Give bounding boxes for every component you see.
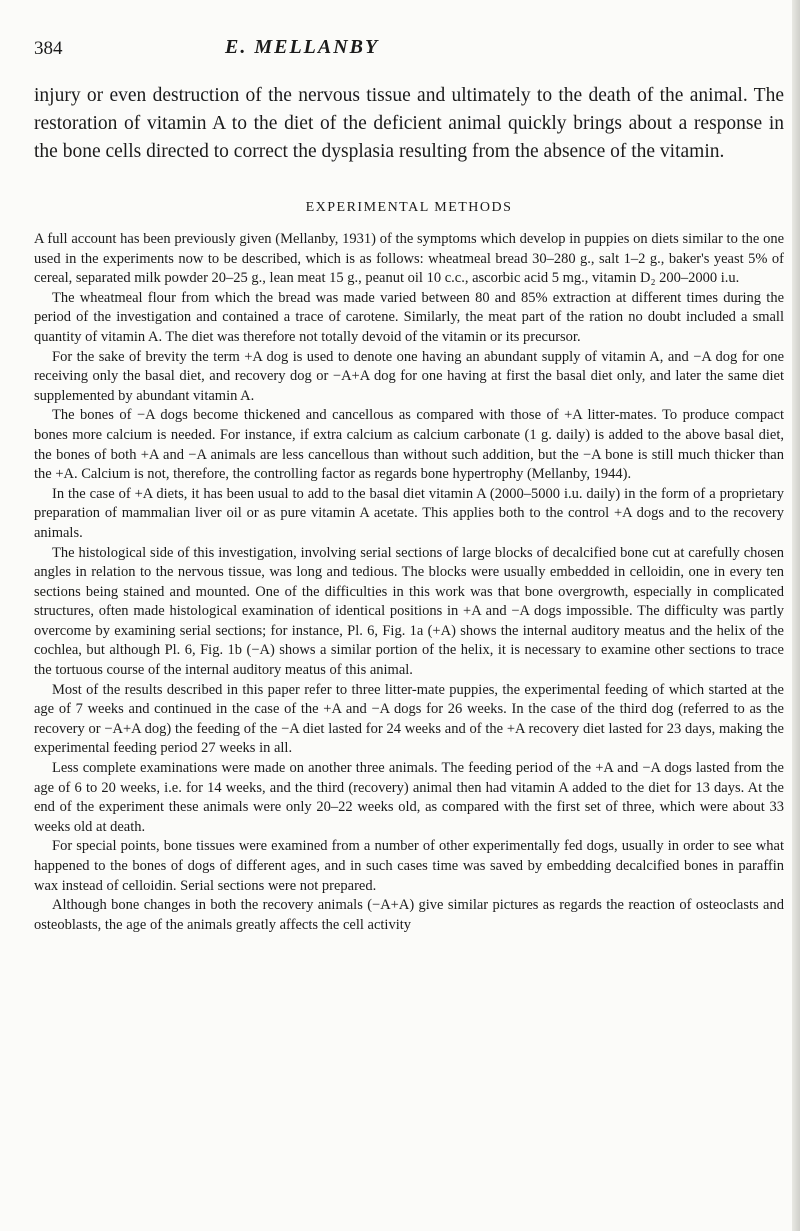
paragraph: In the case of +A diets, it has been usual to add to the basal diet vitamin A (2000–5000 i.u. daily) in the form of a proprietary preparation of mammalian liver oil or as pure vitamin A acetate. This applies both to the control +A dogs and to the recovery animals. bbox=[34, 485, 784, 541]
intro-paragraph: injury or even destruction of the nervous tissue and ultimately to the death of the animal. The restoration of vitamin A to the diet of the deficient animal quickly brings about a response in the bone cells directed to correct the dysplasia resulting from the absence of the vitamin. bbox=[34, 85, 784, 162]
section-title: EXPERIMENTAL METHODS bbox=[305, 200, 513, 215]
running-head: E. MELLANBY bbox=[225, 36, 380, 58]
paragraph: For the sake of brevity the term +A dog is used to denote one having an abundant supply of vitamin A, and −A dog for one receiving only the basal diet, and recovery dog or −A+A dog for one having at first the basal diet only, and later the same diet supplemented by abundant vitamin A. bbox=[34, 348, 784, 404]
paragraph: The histological side of this investigation, involving serial sections of large blocks of decalcified bone cut at carefully chosen angles in relation to the nervous tissue, was long and tedious. The blocks were usually embedded in celloidin, one in every ten sections being stained and mounted. One of the difficulties in this work was that bone overgrowth, especially in complicated structures, often made histological examination of identical positions in +A and −A dogs impossible. The difficulty was partly overcome by examining serial sections; for instance, Pl. 6, Fig. 1a (+A) shows the internal auditory meatus and the helix of the cochlea, but although Pl. 6, Fig. 1b (−A) shows a similar portion of the helix, it is necessary to examine other sections to trace the tortuous course of the internal auditory meatus of this animal. bbox=[34, 544, 784, 679]
paragraph: For special points, bone tissues were examined from a number of other experimentally fed dogs, usually in order to see what happened to the bones of dogs of different ages, and in such cases time was saved by embedding decalcified bones in paraffin wax instead of celloidin. Serial sections were not prepared. bbox=[34, 838, 784, 894]
page-header bbox=[34, 36, 784, 64]
paragraph: The bones of −A dogs become thickened and cancellous as compared with those of +A litter-mates. To produce compact bones more calcium is needed. For instance, if extra calcium as calcium carbonate (1 g. daily) is added to the above basal diet, the bones of both +A and −A animals are less cancellous than without such addition, but the −A bone is still much thicker than the +A. Calcium is not, therefore, the controlling factor as regards bone hypertrophy (Mellanby, 1944). bbox=[34, 407, 784, 483]
paragraph: A full account has been previously given (Mellanby, 1931) of the symptoms which develop in puppies on diets similar to the one used in the experiments now to be described, which is as follows: wheatmeal bread 30–280 g., salt 1–2 g., baker's yeast 5% of cereal, separated milk powder 20–25 g., lean meat 15 g., peanut oil 10 c.c., ascorbic acid 5 mg., vitamin D₂ 200–2000 i.u. bbox=[34, 231, 784, 287]
paragraph: The wheatmeal flour from which the bread was made varied between 80 and 85% extraction at different times during the period of the investigation and contained a trace of carotene. Similarly, the meat part of the ration no doubt included a small quantity of vitamin A. The diet was therefore not totally devoid of the vitamin or its precursor. bbox=[34, 289, 784, 345]
journal-page bbox=[34, 36, 784, 935]
paragraph: Most of the results described in this paper refer to three litter-mate puppies, the experimental feeding of which started at the age of 7 weeks and continued in the case of the +A and −A dogs for 26 weeks. In the case of the third dog (referred to as the recovery or −A+A dog) the feeding of the −A diet lasted for 24 weeks and of the +A recovery diet lasted for 23 days, making the experimental feeding period 27 weeks in all. bbox=[34, 681, 784, 757]
page-edge-shadow bbox=[792, 0, 800, 1231]
paragraph: Although bone changes in both the recovery animals (−A+A) give similar pictures as regards the reaction of osteoclasts and osteoblasts, the age of the animals greatly affects the cell activity bbox=[34, 897, 784, 933]
page-number: 384 bbox=[34, 38, 63, 59]
section-body bbox=[34, 230, 784, 935]
paragraph: Less complete examinations were made on another three animals. The feeding period of the +A and −A dogs lasted from the age of 6 to 20 weeks, i.e. for 14 weeks, and the third (recovery) animal then had vitamin A added to the diet for 13 days. At the end of the experiment these animals were only 20–22 weeks old, as compared with the first set of three, which were about 33 weeks old at death. bbox=[34, 760, 784, 835]
